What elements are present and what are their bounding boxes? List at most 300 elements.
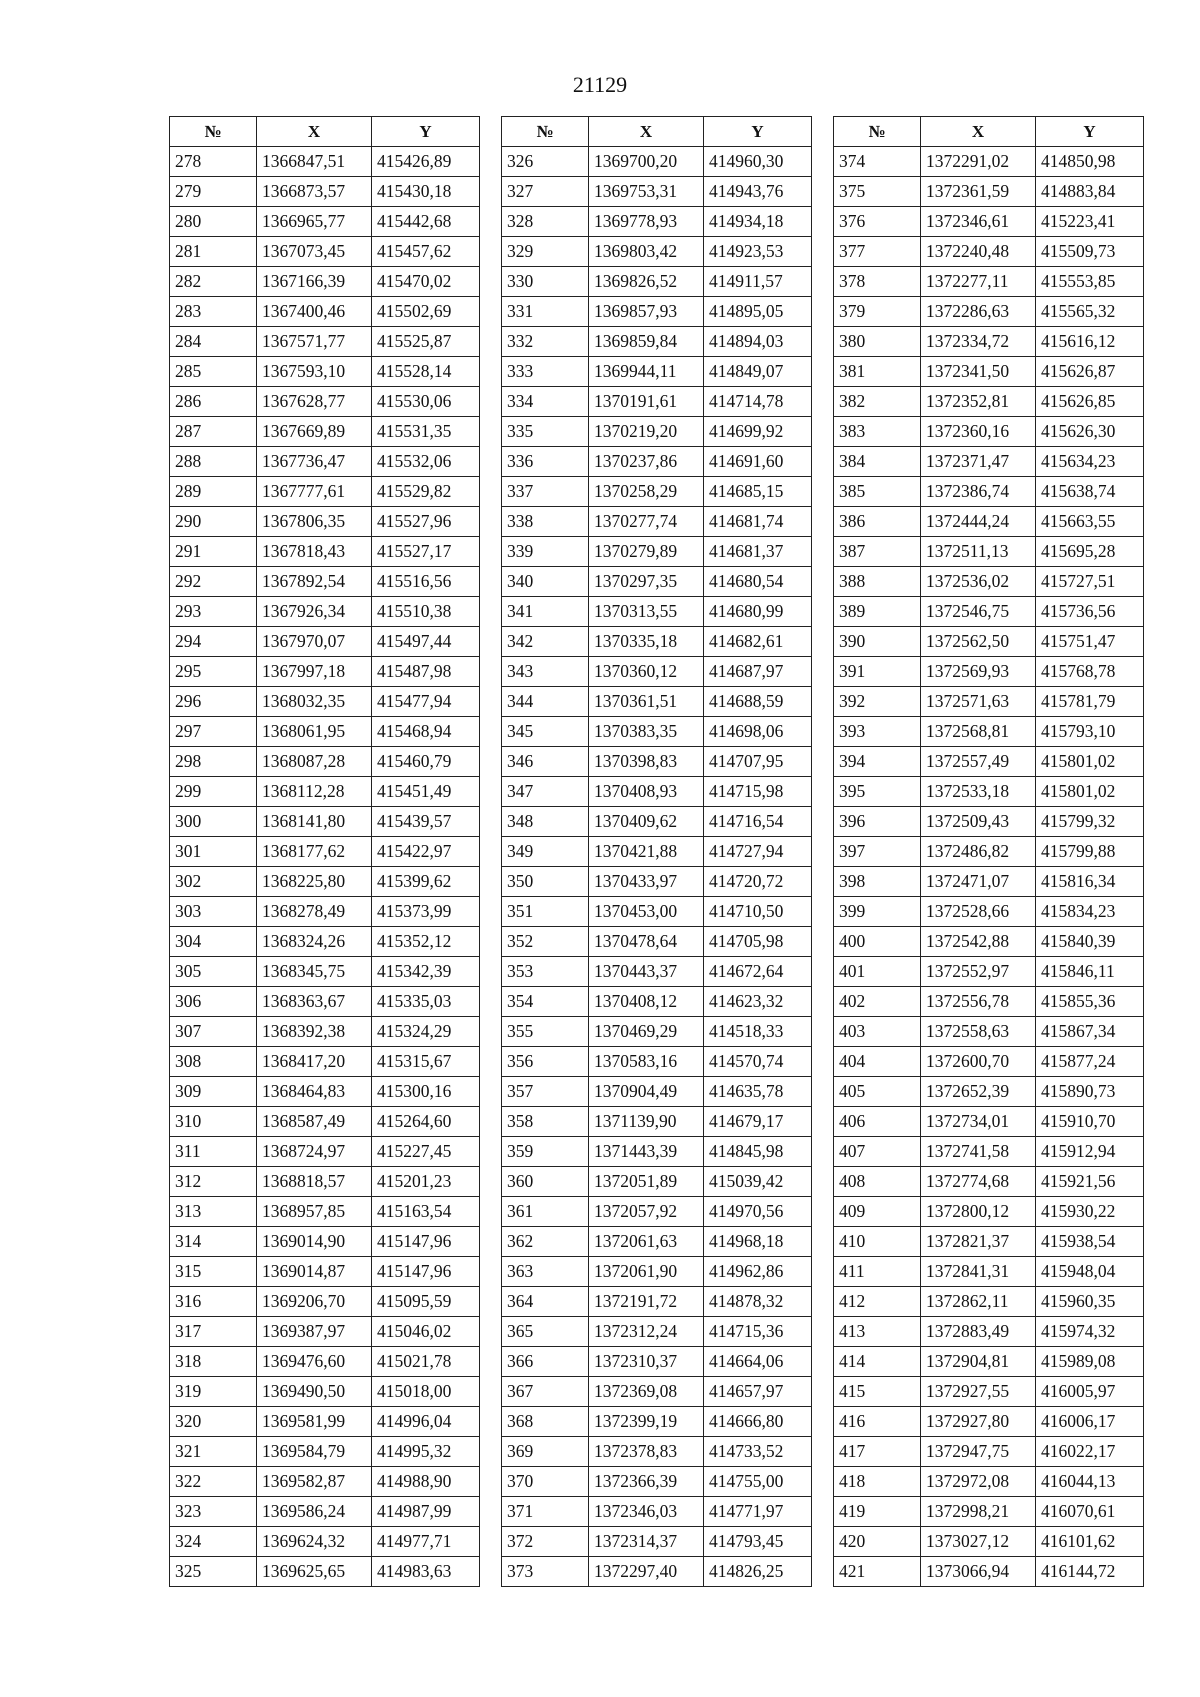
point-number-cell: 279 (170, 177, 257, 207)
y-coordinate-cell: 415497,44 (372, 627, 480, 657)
table-row (834, 657, 1144, 687)
y-coordinate-cell: 414755,00 (704, 1467, 812, 1497)
table-row (170, 1557, 480, 1587)
point-number-cell: 347 (502, 777, 589, 807)
x-coordinate-cell: 1369778,93 (589, 207, 704, 237)
x-coordinate-cell: 1370313,55 (589, 597, 704, 627)
x-coordinate-cell: 1372346,61 (921, 207, 1036, 237)
table-row (170, 1467, 480, 1497)
point-number-cell: 407 (834, 1137, 921, 1167)
point-number-cell: 314 (170, 1227, 257, 1257)
point-number-cell: 307 (170, 1017, 257, 1047)
y-coordinate-cell: 415039,42 (704, 1167, 812, 1197)
table-row (834, 987, 1144, 1017)
y-coordinate-cell: 415799,88 (1036, 837, 1144, 867)
point-number-cell: 284 (170, 327, 257, 357)
point-number-cell: 346 (502, 747, 589, 777)
y-coordinate-cell: 415527,17 (372, 537, 480, 567)
y-coordinate-cell: 414968,18 (704, 1227, 812, 1257)
y-coordinate-cell: 415470,02 (372, 267, 480, 297)
table-row (502, 1107, 812, 1137)
table-row (834, 267, 1144, 297)
y-coordinate-cell: 415223,41 (1036, 207, 1144, 237)
x-coordinate-cell: 1372556,78 (921, 987, 1036, 1017)
point-number-cell: 361 (502, 1197, 589, 1227)
x-coordinate-cell: 1369700,20 (589, 147, 704, 177)
point-number-cell: 316 (170, 1287, 257, 1317)
x-coordinate-cell: 1372444,24 (921, 507, 1036, 537)
x-coordinate-cell: 1372927,55 (921, 1377, 1036, 1407)
table-row (170, 387, 480, 417)
point-number-cell: 332 (502, 327, 589, 357)
y-coordinate-cell: 414710,50 (704, 897, 812, 927)
point-number-cell: 303 (170, 897, 257, 927)
y-coordinate-cell: 414970,56 (704, 1197, 812, 1227)
table-row (170, 1347, 480, 1377)
y-coordinate-cell: 414687,97 (704, 657, 812, 687)
table-row (170, 567, 480, 597)
point-number-cell: 374 (834, 147, 921, 177)
y-coordinate-cell: 414714,78 (704, 387, 812, 417)
y-coordinate-cell: 415989,08 (1036, 1347, 1144, 1377)
coordinates-table-1 (169, 116, 480, 1587)
table-row (834, 147, 1144, 177)
table-row (170, 957, 480, 987)
x-coordinate-cell: 1368392,38 (257, 1017, 372, 1047)
point-number-cell: 387 (834, 537, 921, 567)
x-coordinate-cell: 1370237,86 (589, 447, 704, 477)
y-coordinate-cell: 414715,36 (704, 1317, 812, 1347)
table-row (834, 1257, 1144, 1287)
x-coordinate-cell: 1372346,03 (589, 1497, 704, 1527)
point-number-cell: 295 (170, 657, 257, 687)
table-row (170, 357, 480, 387)
point-number-cell: 393 (834, 717, 921, 747)
x-coordinate-cell: 1370191,61 (589, 387, 704, 417)
header-number: № (170, 117, 257, 147)
table-row (170, 1407, 480, 1437)
header-number: № (502, 117, 589, 147)
x-coordinate-cell: 1370279,89 (589, 537, 704, 567)
x-coordinate-cell: 1370297,35 (589, 567, 704, 597)
y-coordinate-cell: 415948,04 (1036, 1257, 1144, 1287)
x-coordinate-cell: 1367997,18 (257, 657, 372, 687)
table-row (834, 1437, 1144, 1467)
x-coordinate-cell: 1372334,72 (921, 327, 1036, 357)
point-number-cell: 296 (170, 687, 257, 717)
point-number-cell: 331 (502, 297, 589, 327)
table-row (834, 237, 1144, 267)
table-row (834, 1167, 1144, 1197)
table-row (170, 327, 480, 357)
point-number-cell: 335 (502, 417, 589, 447)
table-row (502, 1197, 812, 1227)
y-coordinate-cell: 414727,94 (704, 837, 812, 867)
point-number-cell: 282 (170, 267, 257, 297)
y-coordinate-cell: 415960,35 (1036, 1287, 1144, 1317)
point-number-cell: 305 (170, 957, 257, 987)
point-number-cell: 367 (502, 1377, 589, 1407)
x-coordinate-cell: 1369206,70 (257, 1287, 372, 1317)
y-coordinate-cell: 415751,47 (1036, 627, 1144, 657)
table-row (170, 147, 480, 177)
y-coordinate-cell: 414849,07 (704, 357, 812, 387)
table-row (502, 1017, 812, 1047)
y-coordinate-cell: 415626,87 (1036, 357, 1144, 387)
point-number-cell: 403 (834, 1017, 921, 1047)
x-coordinate-cell: 1372509,43 (921, 807, 1036, 837)
y-coordinate-cell: 414720,72 (704, 867, 812, 897)
x-coordinate-cell: 1367669,89 (257, 417, 372, 447)
table-row (502, 1347, 812, 1377)
y-coordinate-cell: 414793,45 (704, 1527, 812, 1557)
point-number-cell: 411 (834, 1257, 921, 1287)
page-number: 21129 (572, 72, 628, 97)
point-number-cell: 415 (834, 1377, 921, 1407)
y-coordinate-cell: 414995,32 (372, 1437, 480, 1467)
table-row (170, 1377, 480, 1407)
table-row (834, 1557, 1144, 1587)
table-row (502, 237, 812, 267)
point-number-cell: 345 (502, 717, 589, 747)
y-coordinate-cell: 414518,33 (704, 1017, 812, 1047)
x-coordinate-cell: 1368417,20 (257, 1047, 372, 1077)
x-coordinate-cell: 1372904,81 (921, 1347, 1036, 1377)
x-coordinate-cell: 1373027,12 (921, 1527, 1036, 1557)
table-row (834, 1527, 1144, 1557)
y-coordinate-cell: 415855,36 (1036, 987, 1144, 1017)
x-coordinate-cell: 1370583,16 (589, 1047, 704, 1077)
point-number-cell: 375 (834, 177, 921, 207)
y-coordinate-cell: 416044,13 (1036, 1467, 1144, 1497)
point-number-cell: 410 (834, 1227, 921, 1257)
x-coordinate-cell: 1368177,62 (257, 837, 372, 867)
x-coordinate-cell: 1372297,40 (589, 1557, 704, 1587)
table-row (170, 1167, 480, 1197)
point-number-cell: 384 (834, 447, 921, 477)
table-row (502, 657, 812, 687)
y-coordinate-cell: 415801,02 (1036, 747, 1144, 777)
x-coordinate-cell: 1372947,75 (921, 1437, 1036, 1467)
point-number-cell: 290 (170, 507, 257, 537)
table-row (170, 267, 480, 297)
table-row (834, 507, 1144, 537)
table-row (170, 507, 480, 537)
y-coordinate-cell: 414680,54 (704, 567, 812, 597)
table-row (834, 537, 1144, 567)
y-coordinate-cell: 414666,80 (704, 1407, 812, 1437)
y-coordinate-cell: 415890,73 (1036, 1077, 1144, 1107)
y-coordinate-cell: 415147,96 (372, 1227, 480, 1257)
x-coordinate-cell: 1369581,99 (257, 1407, 372, 1437)
point-number-cell: 291 (170, 537, 257, 567)
point-number-cell: 419 (834, 1497, 921, 1527)
x-coordinate-cell: 1370409,62 (589, 807, 704, 837)
table-row (502, 1047, 812, 1077)
x-coordinate-cell: 1372361,59 (921, 177, 1036, 207)
table-row (834, 567, 1144, 597)
point-number-cell: 299 (170, 777, 257, 807)
x-coordinate-cell: 1370433,97 (589, 867, 704, 897)
x-coordinate-cell: 1370219,20 (589, 417, 704, 447)
point-number-cell: 315 (170, 1257, 257, 1287)
point-number-cell: 334 (502, 387, 589, 417)
y-coordinate-cell: 415531,35 (372, 417, 480, 447)
y-coordinate-cell: 415430,18 (372, 177, 480, 207)
table-row (502, 1527, 812, 1557)
x-coordinate-cell: 1372557,49 (921, 747, 1036, 777)
point-number-cell: 293 (170, 597, 257, 627)
table-row (502, 567, 812, 597)
point-number-cell: 395 (834, 777, 921, 807)
table-row (834, 927, 1144, 957)
y-coordinate-cell: 414977,71 (372, 1527, 480, 1557)
point-number-cell: 399 (834, 897, 921, 927)
point-number-cell: 369 (502, 1437, 589, 1467)
point-number-cell: 350 (502, 867, 589, 897)
y-coordinate-cell: 414715,98 (704, 777, 812, 807)
table-row (170, 477, 480, 507)
x-coordinate-cell: 1370453,00 (589, 897, 704, 927)
point-number-cell: 319 (170, 1377, 257, 1407)
x-coordinate-cell: 1372366,39 (589, 1467, 704, 1497)
table-row (170, 867, 480, 897)
table-row (502, 1287, 812, 1317)
point-number-cell: 283 (170, 297, 257, 327)
x-coordinate-cell: 1369826,52 (589, 267, 704, 297)
y-coordinate-cell: 414635,78 (704, 1077, 812, 1107)
x-coordinate-cell: 1370398,83 (589, 747, 704, 777)
y-coordinate-cell: 415793,10 (1036, 717, 1144, 747)
point-number-cell: 348 (502, 807, 589, 837)
x-coordinate-cell: 1368363,67 (257, 987, 372, 1017)
x-coordinate-cell: 1372061,90 (589, 1257, 704, 1287)
x-coordinate-cell: 1372369,08 (589, 1377, 704, 1407)
x-coordinate-cell: 1372571,63 (921, 687, 1036, 717)
table-row (834, 447, 1144, 477)
y-coordinate-cell: 415626,85 (1036, 387, 1144, 417)
x-coordinate-cell: 1372741,58 (921, 1137, 1036, 1167)
y-coordinate-cell: 415695,28 (1036, 537, 1144, 567)
point-number-cell: 364 (502, 1287, 589, 1317)
table-row (834, 297, 1144, 327)
y-coordinate-cell: 415324,29 (372, 1017, 480, 1047)
x-coordinate-cell: 1372734,01 (921, 1107, 1036, 1137)
x-coordinate-cell: 1372360,16 (921, 417, 1036, 447)
y-coordinate-cell: 415502,69 (372, 297, 480, 327)
y-coordinate-cell: 414570,74 (704, 1047, 812, 1077)
table-row (502, 717, 812, 747)
table-row (170, 1077, 480, 1107)
x-coordinate-cell: 1366965,77 (257, 207, 372, 237)
x-coordinate-cell: 1368324,26 (257, 927, 372, 957)
y-coordinate-cell: 415974,32 (1036, 1317, 1144, 1347)
x-coordinate-cell: 1370360,12 (589, 657, 704, 687)
x-coordinate-cell: 1368818,57 (257, 1167, 372, 1197)
x-coordinate-cell: 1372341,50 (921, 357, 1036, 387)
table-row (502, 1557, 812, 1587)
point-number-cell: 389 (834, 597, 921, 627)
point-number-cell: 328 (502, 207, 589, 237)
table-row (502, 627, 812, 657)
x-coordinate-cell: 1372399,19 (589, 1407, 704, 1437)
point-number-cell: 341 (502, 597, 589, 627)
y-coordinate-cell: 415342,39 (372, 957, 480, 987)
point-number-cell: 330 (502, 267, 589, 297)
x-coordinate-cell: 1372546,75 (921, 597, 1036, 627)
x-coordinate-cell: 1369625,65 (257, 1557, 372, 1587)
point-number-cell: 383 (834, 417, 921, 447)
table-row (834, 1197, 1144, 1227)
x-coordinate-cell: 1369753,31 (589, 177, 704, 207)
point-number-cell: 358 (502, 1107, 589, 1137)
point-number-cell: 309 (170, 1077, 257, 1107)
point-number-cell: 373 (502, 1557, 589, 1587)
point-number-cell: 388 (834, 567, 921, 597)
table-row (502, 1137, 812, 1167)
y-coordinate-cell: 414934,18 (704, 207, 812, 237)
point-number-cell: 377 (834, 237, 921, 267)
table-header-row (170, 117, 480, 147)
point-number-cell: 357 (502, 1077, 589, 1107)
table-row (834, 1227, 1144, 1257)
x-coordinate-cell: 1366873,57 (257, 177, 372, 207)
point-number-cell: 371 (502, 1497, 589, 1527)
x-coordinate-cell: 1369624,32 (257, 1527, 372, 1557)
point-number-cell: 311 (170, 1137, 257, 1167)
x-coordinate-cell: 1367400,46 (257, 297, 372, 327)
table-row (502, 507, 812, 537)
x-coordinate-cell: 1372972,08 (921, 1467, 1036, 1497)
x-coordinate-cell: 1372998,21 (921, 1497, 1036, 1527)
x-coordinate-cell: 1367736,47 (257, 447, 372, 477)
table-row (502, 1377, 812, 1407)
y-coordinate-cell: 415477,94 (372, 687, 480, 717)
point-number-cell: 304 (170, 927, 257, 957)
point-number-cell: 325 (170, 1557, 257, 1587)
y-coordinate-cell: 416101,62 (1036, 1527, 1144, 1557)
x-coordinate-cell: 1371443,39 (589, 1137, 704, 1167)
x-coordinate-cell: 1370904,49 (589, 1077, 704, 1107)
point-number-cell: 353 (502, 957, 589, 987)
point-number-cell: 281 (170, 237, 257, 267)
y-coordinate-cell: 415930,22 (1036, 1197, 1144, 1227)
y-coordinate-cell: 415373,99 (372, 897, 480, 927)
point-number-cell: 312 (170, 1167, 257, 1197)
point-number-cell: 289 (170, 477, 257, 507)
y-coordinate-cell: 415509,73 (1036, 237, 1144, 267)
point-number-cell: 294 (170, 627, 257, 657)
table-row (834, 747, 1144, 777)
y-coordinate-cell: 415457,62 (372, 237, 480, 267)
table-row (834, 597, 1144, 627)
table-row (502, 1317, 812, 1347)
x-coordinate-cell: 1372542,88 (921, 927, 1036, 957)
point-number-cell: 421 (834, 1557, 921, 1587)
y-coordinate-cell: 416022,17 (1036, 1437, 1144, 1467)
point-number-cell: 376 (834, 207, 921, 237)
y-coordinate-cell: 414850,98 (1036, 147, 1144, 177)
point-number-cell: 382 (834, 387, 921, 417)
table-row (502, 357, 812, 387)
y-coordinate-cell: 416006,17 (1036, 1407, 1144, 1437)
y-coordinate-cell: 414679,17 (704, 1107, 812, 1137)
table-row (502, 1257, 812, 1287)
x-coordinate-cell: 1372569,93 (921, 657, 1036, 687)
x-coordinate-cell: 1368087,28 (257, 747, 372, 777)
y-coordinate-cell: 415727,51 (1036, 567, 1144, 597)
point-number-cell: 418 (834, 1467, 921, 1497)
y-coordinate-cell: 414716,54 (704, 807, 812, 837)
point-number-cell: 413 (834, 1317, 921, 1347)
point-number-cell: 414 (834, 1347, 921, 1377)
x-coordinate-cell: 1368724,97 (257, 1137, 372, 1167)
table-row (834, 1107, 1144, 1137)
point-number-cell: 392 (834, 687, 921, 717)
table-row (834, 807, 1144, 837)
point-number-cell: 333 (502, 357, 589, 387)
table-row (170, 1257, 480, 1287)
point-number-cell: 336 (502, 447, 589, 477)
x-coordinate-cell: 1369857,93 (589, 297, 704, 327)
point-number-cell: 385 (834, 477, 921, 507)
table-row (834, 1047, 1144, 1077)
table-row (502, 1407, 812, 1437)
point-number-cell: 362 (502, 1227, 589, 1257)
y-coordinate-cell: 415442,68 (372, 207, 480, 237)
table-row (502, 1497, 812, 1527)
y-coordinate-cell: 414911,57 (704, 267, 812, 297)
header-x: X (257, 117, 372, 147)
y-coordinate-cell: 414878,32 (704, 1287, 812, 1317)
y-coordinate-cell: 414699,92 (704, 417, 812, 447)
point-number-cell: 317 (170, 1317, 257, 1347)
point-number-cell: 390 (834, 627, 921, 657)
x-coordinate-cell: 1372774,68 (921, 1167, 1036, 1197)
x-coordinate-cell: 1369387,97 (257, 1317, 372, 1347)
y-coordinate-cell: 415021,78 (372, 1347, 480, 1377)
table-row (170, 1317, 480, 1347)
header-y: Y (1036, 117, 1144, 147)
table-row (170, 597, 480, 627)
y-coordinate-cell: 414698,06 (704, 717, 812, 747)
table-row (502, 267, 812, 297)
y-coordinate-cell: 415938,54 (1036, 1227, 1144, 1257)
table-row (502, 597, 812, 627)
y-coordinate-cell: 414960,30 (704, 147, 812, 177)
y-coordinate-cell: 414988,90 (372, 1467, 480, 1497)
point-number-cell: 391 (834, 657, 921, 687)
x-coordinate-cell: 1367571,77 (257, 327, 372, 357)
table-row (502, 867, 812, 897)
x-coordinate-cell: 1370335,18 (589, 627, 704, 657)
x-coordinate-cell: 1370383,35 (589, 717, 704, 747)
point-number-cell: 302 (170, 867, 257, 897)
point-number-cell: 352 (502, 927, 589, 957)
x-coordinate-cell: 1370408,93 (589, 777, 704, 807)
x-coordinate-cell: 1372061,63 (589, 1227, 704, 1257)
x-coordinate-cell: 1368345,75 (257, 957, 372, 987)
y-coordinate-cell: 415451,49 (372, 777, 480, 807)
y-coordinate-cell: 415834,23 (1036, 897, 1144, 927)
x-coordinate-cell: 1372378,83 (589, 1437, 704, 1467)
y-coordinate-cell: 414691,60 (704, 447, 812, 477)
y-coordinate-cell: 414943,76 (704, 177, 812, 207)
table-row (834, 1287, 1144, 1317)
y-coordinate-cell: 415529,82 (372, 477, 480, 507)
x-coordinate-cell: 1368061,95 (257, 717, 372, 747)
x-coordinate-cell: 1368957,85 (257, 1197, 372, 1227)
